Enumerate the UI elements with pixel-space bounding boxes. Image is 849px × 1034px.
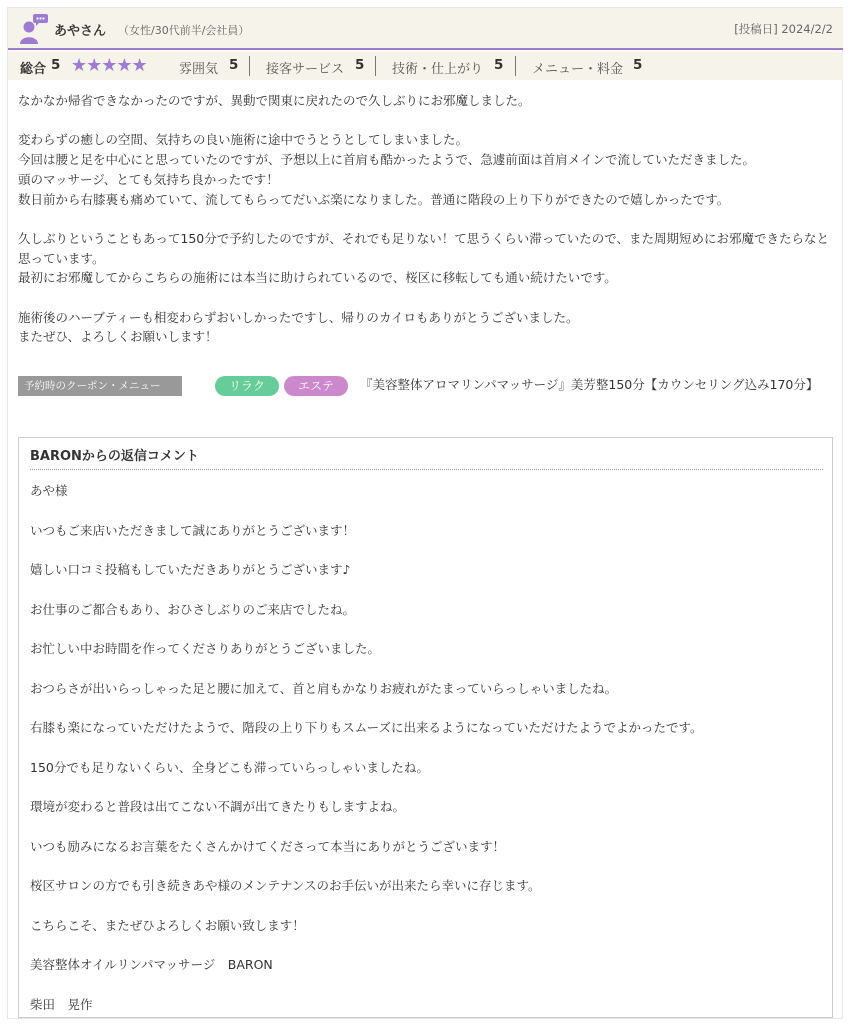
reply-title: BARONからの返信コメント <box>30 445 199 464</box>
reply-line: 右膝も楽になっていただけたようで、階段の上り下りもスムーズに出来るようになっていただけたようでよかったです。 <box>30 718 823 758</box>
reply-line: お忙しい中お時間を作ってくださりありがとうございました。 <box>30 639 823 679</box>
reviewer-name: あやさん <box>54 20 106 39</box>
rating-value-menu-price: 5 <box>633 57 642 73</box>
reply-line: 桜区サロンの方でも引き続きあや様のメンテナンスのお手伝いが出来たら幸いに存じます。 <box>30 876 823 916</box>
coupon-menu-title[interactable]: 『美容整体アロマリンパマッサージ』美芳整150分【カウンセリング込み170分】 <box>360 375 830 395</box>
reply-line: こちらこそ、またぜひよろしくお願い致します！ <box>30 916 823 956</box>
review-line: 施術後のハーブティーも相変わらずおいしかったですし、帰りのカイロもありがとうございました。 <box>18 308 833 328</box>
overall-label: 総合 <box>20 58 46 77</box>
rating-label-technique: 技術・仕上がり <box>392 58 483 77</box>
reply-body <box>30 481 823 1034</box>
user-avatar-icon <box>19 14 49 44</box>
tag-relax[interactable]: リラク <box>215 376 279 396</box>
rating-divider <box>375 56 376 76</box>
reply-line: 150分でも足りないくらい、全身どこも滞っていらっしゃいましたね。 <box>30 758 823 798</box>
overall-value: 5 <box>51 57 60 73</box>
reply-line: あや様 <box>30 481 823 521</box>
reply-box <box>18 437 833 1018</box>
review-body <box>18 91 833 347</box>
review-line: 久しぶりということもあって150分で予約したのですが、それでも足りない！て思うくらい滞っていたので、また周期短めにお邪魔できたらなと思っています。 <box>18 229 833 268</box>
reviewer-meta: （女性/30代前半/会社員） <box>118 22 249 38</box>
reply-divider <box>30 469 823 470</box>
rating-divider <box>515 56 516 76</box>
coupon-label: 予約時のクーポン・メニュー <box>18 376 182 396</box>
reply-line: いつも励みになるお言葉をたくさんかけてくださって本当にありがとうございます！ <box>30 837 823 877</box>
ratings-bar <box>8 52 843 80</box>
review-line: 頭のマッサージ、とても気持ち良かったです！ <box>18 170 833 190</box>
rating-value-technique: 5 <box>494 57 503 73</box>
rating-value-atmosphere: 5 <box>229 57 238 73</box>
reply-line: 柴田 晃作 <box>30 995 823 1034</box>
review-line: またぜひ、よろしくお願いします！ <box>18 327 833 347</box>
reply-line: 美容整体オイルリンパマッサージ BARON <box>30 955 823 995</box>
rating-label-menu-price: メニュー・料金 <box>532 58 623 77</box>
reply-line: いつもご来店いただきまして誠にありがとうございます！ <box>30 521 823 561</box>
reply-line: お仕事のご都合もあり、おひさしぶりのご来店でしたね。 <box>30 600 823 640</box>
rating-divider <box>249 56 250 76</box>
review-line: 今回は腰と足を中心にと思っていたのですが、予想以上に首肩も酷かったようで、急遽前面は首肩メインで流していただきました。 <box>18 150 833 170</box>
review-line: 最初にお邪魔してからこちらの施術には本当に助けられているので、桜区に移転しても通い続けたいです。 <box>18 268 833 288</box>
tag-esthe[interactable]: エステ <box>284 376 348 396</box>
reply-line: 環境が変わると普段は出てこない不調が出てきたりもしますよね。 <box>30 797 823 837</box>
post-date: [投稿日] 2024/2/2 <box>734 21 833 37</box>
rating-value-service: 5 <box>355 57 364 73</box>
reply-line: 嬉しい口コミ投稿もしていただきありがとうございます♪ <box>30 560 823 600</box>
reply-line: おつらさが出いらっしゃった足と腰に加えて、首と肩もかなりお疲れがたまっていらっしゃいましたね。 <box>30 679 823 719</box>
review-line: 変わらずの癒しの空間、気持ちの良い施術に途中でうとうとしてしまいました。 <box>18 130 833 150</box>
rating-label-service: 接客サービス <box>266 58 344 77</box>
rating-label-atmosphere: 雰囲気 <box>179 58 218 77</box>
review-line: 数日前から右膝裏も痛めていて、流してもらってだいぶ楽になりました。普通に階段の上り下りができたので嬉しかったです。 <box>18 190 833 210</box>
review-header <box>8 8 843 50</box>
review-line: なかなか帰省できなかったのですが、異動で関東に戻れたので久しぶりにお邪魔しました。 <box>18 91 833 111</box>
rating-stars-icon: ★★★★★ <box>71 55 147 76</box>
